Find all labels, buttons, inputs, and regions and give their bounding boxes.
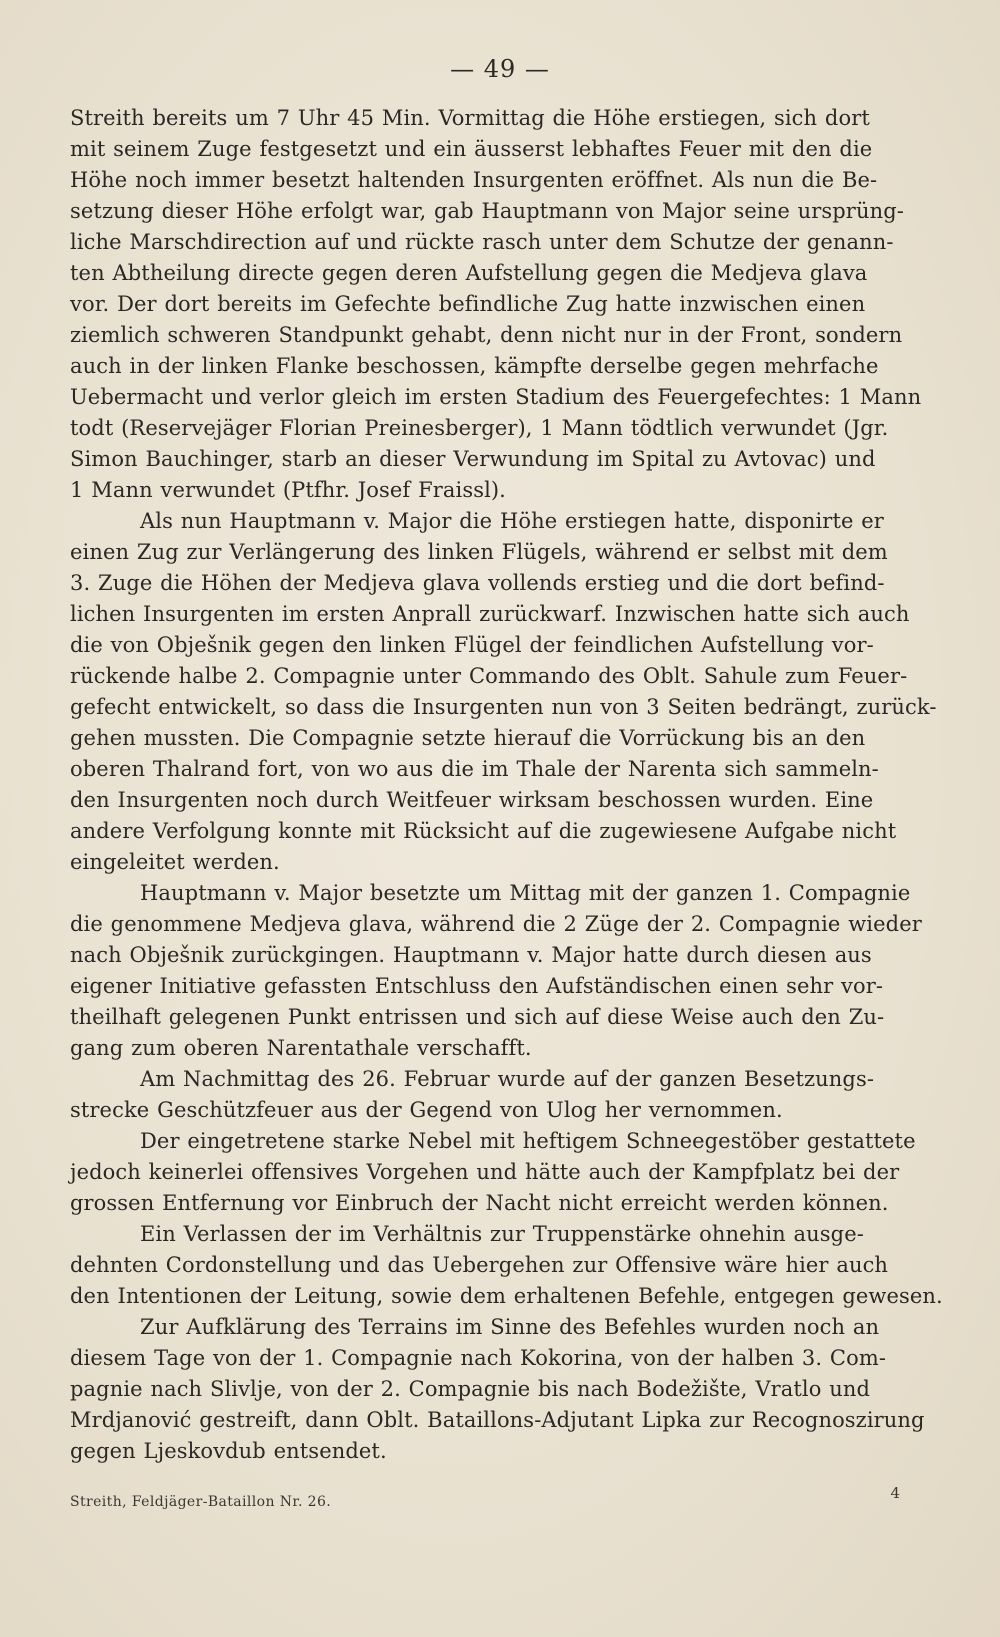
text-line-2: mit seinem Zuge festgesetzt und ein äusserst lebhaftes Feuer mit den die [70,137,873,161]
text-line-24: andere Verfolgung konnte mit Rücksicht auf die zugewiesene Aufgabe nicht [70,819,897,843]
text-line-9: auch in der linken Flanke beschossen, kämpfte derselbe gegen mehrfache [70,354,879,378]
text-line-8: ziemlich schweren Standpunkt gehabt, denn nicht nur in der Front, sondern [70,323,903,347]
page-body [70,103,943,1467]
text-line-30: theilhaft gelegenen Punkt entrissen und sich auf diese Weise auch den Zu- [70,1005,885,1029]
text-line-35: jedoch keinerlei offensives Vorgehen und hätte auch der Kampfplatz bei der [70,1160,900,1184]
text-line-19: rückende halbe 2. Compagnie unter Commando des Oblt. Sahule zum Feuer- [70,664,908,688]
text-line-39: den Intentionen der Leitung, sowie dem erhaltenen Befehle, entgegen gewesen. [70,1284,943,1308]
text-line-12: Simon Bauchinger, starb an dieser Verwundung im Spital zu Avtovac) und [70,447,876,471]
text-line-11: todt (Reservejäger Florian Preinesberger), 1 Mann tödtlich verwundet (Jgr. [70,416,889,440]
text-line-34: Der eingetretene starke Nebel mit heftigem Schneegestöber gestattete [140,1129,916,1153]
text-line-38: dehnten Cordonstellung und das Uebergehen zur Offensive wäre hier auch [70,1253,889,1277]
text-line-28: nach Obješnik zurückgingen. Hauptmann v. Major hatte durch diesen aus [70,943,872,967]
text-line-7: vor. Der dort bereits im Gefechte befindliche Zug hatte inzwischen einen [70,292,866,316]
text-line-23: den Insurgenten noch durch Weitfeuer wirksam beschossen wurden. Eine [70,788,874,812]
text-line-6: ten Abtheilung directe gegen deren Aufstellung gegen die Medjeva glava [70,261,868,285]
text-line-26: Hauptmann v. Major besetzte um Mittag mit der ganzen 1. Compagnie [140,881,911,905]
text-line-22: oberen Thalrand fort, von wo aus die im Thale der Narenta sich sammeln- [70,757,879,781]
text-line-16: 3. Zuge die Höhen der Medjeva glava vollends erstieg und die dort befind- [70,571,885,595]
text-line-4: setzung dieser Höhe erfolgt war, gab Hauptmann von Major seine ursprüng- [70,199,904,223]
text-line-17: lichen Insurgenten im ersten Anprall zurückwarf. Inzwischen hatte sich auch [70,602,910,626]
text-line-44: gegen Ljeskovdub entsendet. [70,1439,387,1463]
text-line-10: Uebermacht und verlor gleich im ersten Stadium des Feuergefechtes: 1 Mann [70,385,922,409]
text-line-43: Mrdjanović gestreift, dann Oblt. Bataillons-Adjutant Lipka zur Recognoszirung [70,1408,925,1432]
printer-signature: Streith, Feldjäger-Bataillon Nr. 26. [70,1494,332,1510]
text-line-41: diesem Tage von der 1. Compagnie nach Kokorina, von der halben 3. Com- [70,1346,887,1370]
text-line-36: grossen Entfernung vor Einbruch der Nacht nicht erreicht werden können. [70,1191,889,1215]
text-line-14: Als nun Hauptmann v. Major die Höhe erstiegen hatte, disponirte er [140,509,884,533]
text-line-18: die von Obješnik gegen den linken Flügel der feindlichen Aufstellung vor- [70,633,874,657]
text-line-21: gehen mussten. Die Compagnie setzte hierauf die Vorrückung bis an den [70,726,866,750]
text-line-42: pagnie nach Slivlje, von der 2. Compagnie bis nach Bodežište, Vratlo und [70,1377,871,1401]
text-line-3: Höhe noch immer besetzt haltenden Insurgenten eröffnet. Als nun die Be- [70,168,878,192]
text-line-37: Ein Verlassen der im Verhältnis zur Truppenstärke ohnehin ausge- [140,1222,864,1246]
page-footer [70,1484,900,1518]
sheet-mark: 4 [890,1484,900,1502]
text-line-33: strecke Geschützfeuer aus der Gegend von Ulog her vernommen. [70,1098,783,1122]
text-line-25: eingeleitet werden. [70,850,280,874]
text-line-20: gefecht entwickelt, so dass die Insurgenten nun von 3 Seiten bedrängt, zurück- [70,695,937,719]
text-line-1: Streith bereits um 7 Uhr 45 Min. Vormittag die Höhe erstiegen, sich dort [70,106,870,130]
text-line-29: eigener Initiative gefassten Entschluss den Aufständischen einen sehr vor- [70,974,884,998]
text-line-5: liche Marschdirection auf und rückte rasch unter dem Schutze der genann- [70,230,894,254]
text-line-40: Zur Aufklärung des Terrains im Sinne des Befehles wurden noch an [140,1315,880,1339]
page-number: — 49 — [450,55,550,83]
text-line-27: die genommene Medjeva glava, während die 2 Züge der 2. Compagnie wieder [70,912,922,936]
text-line-31: gang zum oberen Narentathale verschafft. [70,1036,532,1060]
text-line-15: einen Zug zur Verlängerung des linken Flügels, während er selbst mit dem [70,540,888,564]
text-line-32: Am Nachmittag des 26. Februar wurde auf der ganzen Besetzungs- [140,1067,875,1091]
text-line-13: 1 Mann verwundet (Ptfhr. Josef Fraissl). [70,478,506,502]
